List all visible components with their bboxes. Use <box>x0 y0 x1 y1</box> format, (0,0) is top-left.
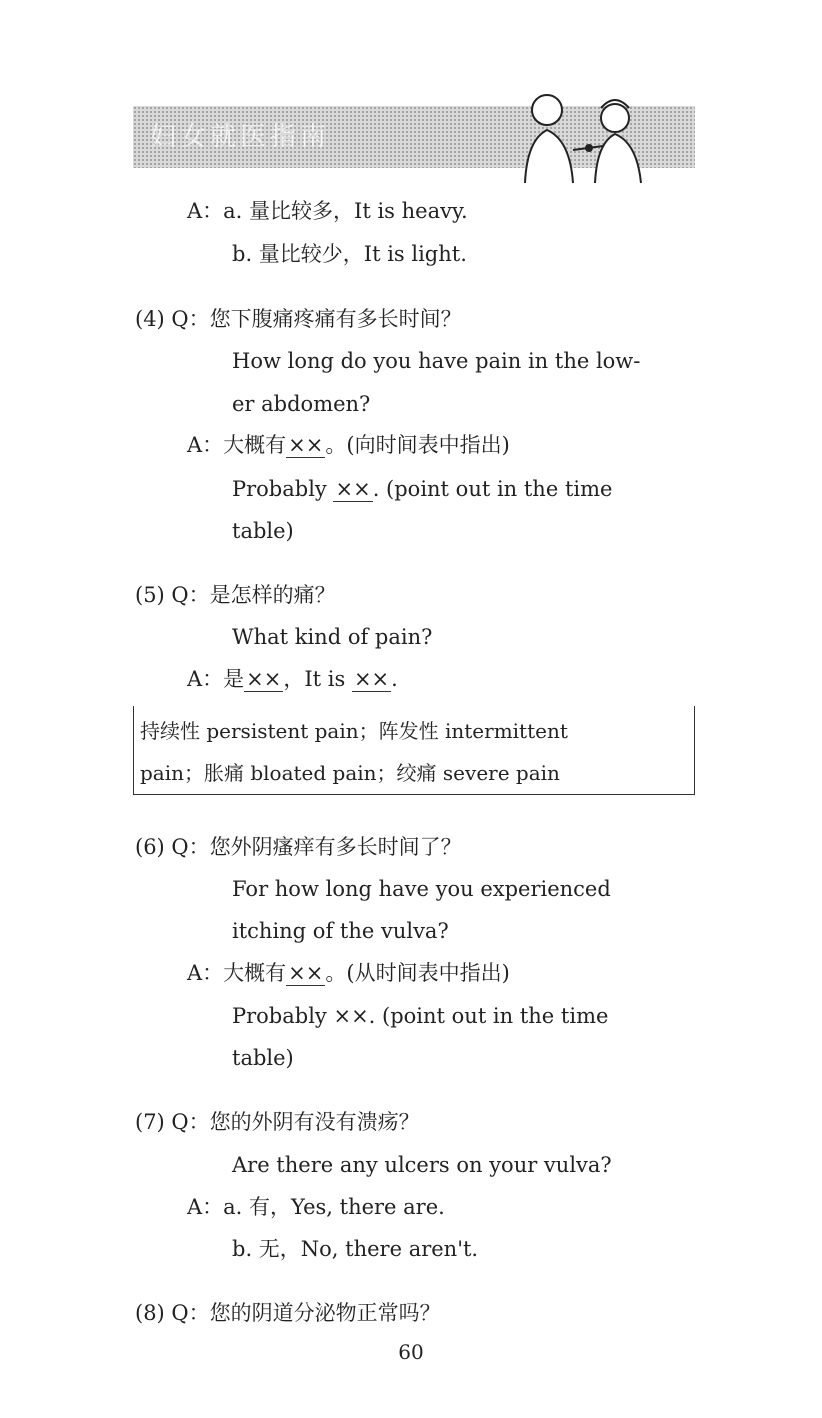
pain-types-line-2: pain；胀痛 bloated pain；绞痛 severe pain <box>140 761 560 785</box>
q4-answer-english-2: table) <box>232 519 294 543</box>
q6-question: (6) Q：您外阴瘙痒有多长时间了？ <box>135 835 462 859</box>
q4-answer-english: Probably ××. (point out in the time <box>232 477 613 501</box>
doctor-patient-illustration <box>515 88 655 188</box>
page-number: 60 <box>398 1340 424 1364</box>
q3-answer-b: b. 量比较少，It is light. <box>232 242 467 266</box>
q6-answer-english-2: table) <box>232 1046 294 1070</box>
q7-english: Are there any ulcers on your vulva? <box>232 1153 612 1177</box>
q5-question: (5) Q：是怎样的痛？ <box>135 583 336 607</box>
q5-answer: A：是××，It is ××. <box>187 667 398 691</box>
q3-answer-a: A：a. 量比较多，It is heavy. <box>187 199 468 223</box>
q4-answer: A：大概有××。(向时间表中指出) <box>187 433 510 457</box>
q4-english-2: er abdomen? <box>232 392 371 416</box>
q6-answer-english-1: Probably ××. (point out in the time <box>232 1004 609 1028</box>
q7-answer-a: A：a. 有，Yes, there are. <box>187 1195 445 1219</box>
q5-english: What kind of pain? <box>232 625 433 649</box>
q4-question: (4) Q：您下腹痛疼痛有多长时间？ <box>135 307 462 331</box>
q6-answer: A：大概有××。(从时间表中指出) <box>187 961 510 985</box>
q6-english-1: For how long have you experienced <box>232 877 611 901</box>
pain-types-box <box>133 706 695 795</box>
q8-question: (8) Q：您的阴道分泌物正常吗？ <box>135 1301 441 1325</box>
header-title: 妇女就医指南 <box>150 122 331 152</box>
q6-english-2: itching of the vulva? <box>232 919 449 943</box>
q7-answer-b: b. 无，No, there aren't. <box>232 1237 479 1261</box>
q4-english-1: How long do you have pain in the low- <box>232 349 641 373</box>
pain-types-line-1: 持续性 persistent pain；阵发性 intermittent <box>140 719 568 743</box>
q7-question: (7) Q：您的外阴有没有溃疡？ <box>135 1110 420 1134</box>
